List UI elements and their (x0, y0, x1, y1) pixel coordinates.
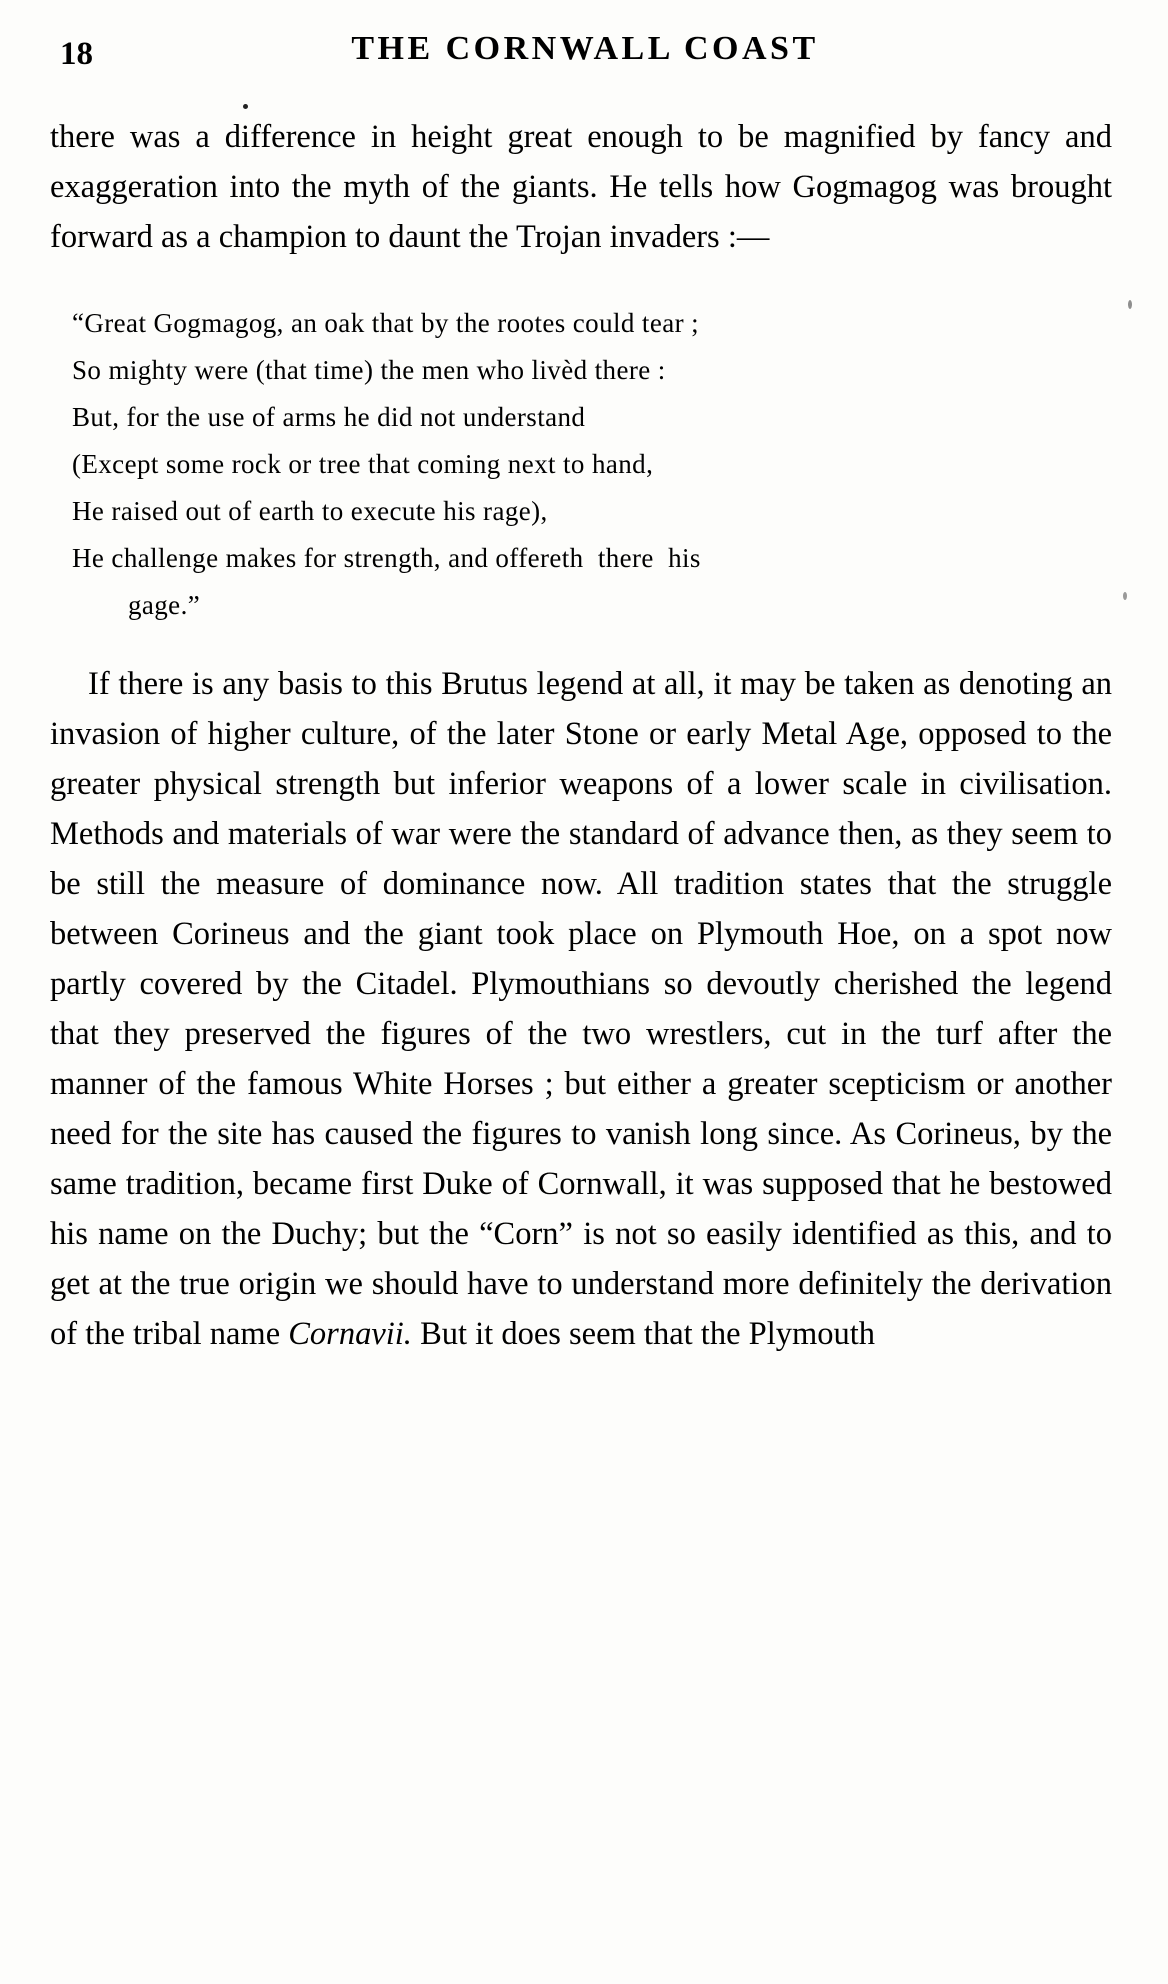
verse-line: He raised out of earth to execute his rage), (72, 496, 548, 526)
text-column (50, 112, 1112, 1359)
paragraph-body (50, 659, 1112, 1359)
verse-line: But, for the use of arms he did not understand (72, 402, 586, 432)
verse-line: So mighty were (that time) the men who livèd there : (72, 355, 666, 385)
spacer (50, 629, 1112, 659)
ink-speck (243, 104, 248, 109)
paragraph-continuation: there was a difference in height great enough to be magnified by fancy and exaggeration into the myth of the giants. He tells how Gogmagog was brought forward as a champion to daunt the Trojan invaders :— (50, 119, 1112, 255)
italic-term: Cornavii. (288, 1316, 412, 1352)
ink-speck (1123, 592, 1127, 600)
ink-speck (1128, 300, 1132, 309)
page-number: 18 (60, 36, 93, 72)
paragraph-text-part-a: If there is any basis to this Brutus legend at all, it may be taken as denoting an invasion of higher culture, of the later Stone or early Metal Age, opposed to the greater physical strength but inferior weapons of a lower scale in civilisation. Methods and materials of war were the standard of advance then, as they seem to be still the measure of dominance now. All tradition states that the struggle between Corineus and the giant took place on Plymouth Hoe, on a spot now partly covered by the Citadel. Plymouthians so devoutly cherished the legend that they preserved the figures of the two wrestlers, cut in the turf after the manner of the famous White Horses ; but either a greater scepticism or another need for the site has caused the figures to vanish long since. As Corineus, by the same tradition, became first Duke of Cornwall, it was supposed that he bestowed his name on the Duchy; but the “Corn” is not so easily identified as this, and to get at the true origin we should have to understand more definitely the derivation of the tribal name (50, 666, 1112, 1352)
verse-line: (Except some rock or tree that coming next to hand, (72, 449, 654, 479)
running-head: THE CORNWALL COAST (351, 30, 819, 67)
verse-line: “Great Gogmagog, an oak that by the rootes could tear ; (72, 308, 700, 338)
verse-quotation (50, 300, 1112, 629)
verse-line: gage.” (128, 590, 201, 620)
paragraph-text-part-b: But it does seem that the Plymouth (411, 1316, 876, 1352)
spacer (50, 262, 1112, 300)
page-header (60, 30, 1110, 84)
verse-line: He challenge makes for strength, and offereth there his (72, 543, 701, 573)
